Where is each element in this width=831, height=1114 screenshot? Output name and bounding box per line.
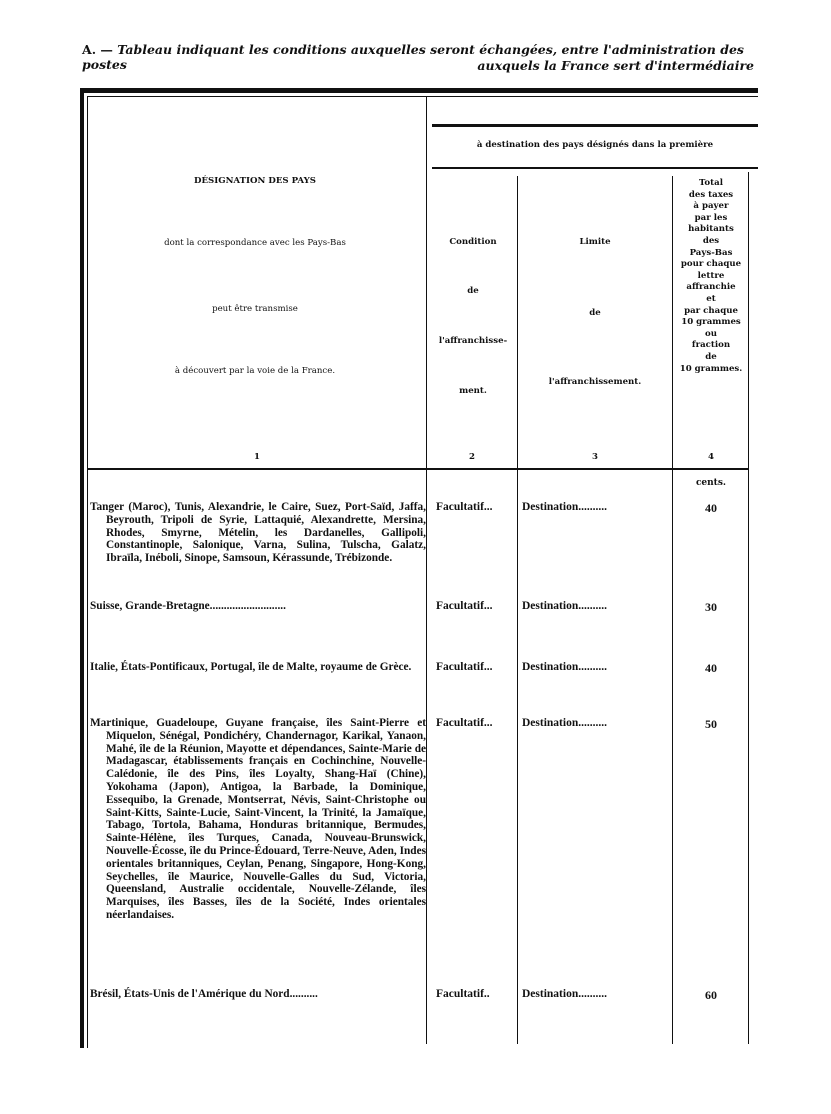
group-header-top-rule [432, 124, 758, 127]
document-title-line-2: auxquels la France sert d'intermédiaire [477, 58, 754, 73]
table-row-condition: Facultatif... [436, 717, 493, 729]
col2-header-line2: de [467, 286, 479, 296]
table-left-thick-rule [80, 88, 84, 1048]
col4-header-line: Total [699, 178, 723, 188]
col-number-4: 4 [708, 452, 714, 462]
table-top-thick-rule [80, 88, 758, 93]
table-row-limit: Destination.......... [522, 501, 607, 513]
col-number-2: 2 [469, 452, 475, 462]
table-row-limit: Destination.......... [522, 661, 607, 673]
table-row-condition: Facultatif... [436, 661, 493, 673]
table-row-limit: Destination.......... [522, 717, 607, 729]
col3-header-line2: de [589, 308, 601, 318]
col-number-1: 1 [254, 452, 260, 462]
col4-header-line: fraction [691, 340, 731, 351]
table-row-total: 40 [705, 501, 717, 515]
col4-header-line: et [706, 293, 716, 304]
col4-header-line: de [705, 351, 717, 362]
col1-header-line4: à découvert par la voie de la France. [174, 366, 336, 376]
table-top-thin-rule [87, 96, 758, 97]
table-row-condition: Facultatif... [436, 501, 493, 513]
col4-header-line: par les [694, 212, 728, 223]
table-row-limit: Destination.......... [522, 600, 607, 612]
table-row-countries: Italie, États-Pontificaux, Portugal, île de Malte, royaume de Grèce. [90, 661, 412, 673]
col4-header-line: habitants [688, 224, 734, 235]
col4-header [673, 178, 749, 375]
table-row-countries: Brésil, États-Unis de l'Amérique du Nord.......... [90, 988, 318, 1000]
table-row-condition: Facultatif... [436, 600, 493, 612]
unit-label: cents. [695, 478, 727, 488]
table-row-total: 50 [705, 717, 717, 731]
table-row-countries: Martinique, Guadeloupe, Guyane française, îles Saint-Pierre et Miquelon, Sénégal, Pondichéry, Chandernagor, Karikal, Yanaon, Mahé, île de la Réunion, Mayotte et dépendances, Sainte-Marie de Madagascar, établissements français en Cochinchine, Nouvelle-Calédonie, île des Pins, îles Loyalty, Shang-Haï (Chine), Yokohama (Japon), Antigoa, la Barbade, la Dominique, Essequibo, la Grenade, Montserrat, Névis, Saint-Christophe ou Saint-Kitts, Sainte-Lucie, Saint-Vincent, la Trinité, la Jamaïque, Tabago, Tortola, Bahama, Honduras britannique, Bermudes, Sainte-Hélène, îles Turques, Canada, Nouveau-Brunswick, Nouvelle-Écosse, île du Prince-Édouard, Terre-Neuve, Aden, Indes orientales britanniques, Ceylan, Penang, Singapore, Hong-Kong, Seychelles, île Maurice, Nouvelle-Galles du Sud, Victoria, Queensland, Australie occidentale, Nouvelle-Zélande, îles Marquises, îles Basses, îles de la Société, Indes orientales néerlandaises. [90, 717, 426, 921]
col4-header-line: affranchie [686, 282, 736, 293]
col4-header-line: 10 grammes. [679, 363, 743, 374]
title-text: Tableau indiquant les conditions auxquelles seront échangées, entre l'administration des postes [82, 42, 744, 72]
col1-divider [426, 96, 427, 1044]
table-row-total: 40 [705, 661, 717, 675]
table-row-countries: Suisse, Grande-Bretagne........................... [90, 600, 286, 612]
table-row-total: 60 [705, 988, 717, 1002]
col2-header-line1: Condition [449, 237, 497, 247]
col-number-3: 3 [592, 452, 598, 462]
table-row-condition: Facultatif.. [436, 988, 490, 1000]
col2-divider [517, 176, 518, 1044]
col4-header-line: ou [705, 328, 717, 339]
col4-header-line: des taxes [688, 189, 734, 200]
section-label: A. — [82, 42, 113, 57]
col1-header-line3: peut être transmise [212, 304, 298, 314]
col4-header-line: des [702, 235, 720, 246]
col2-header-line4: ment. [459, 386, 487, 396]
col1-header-line2: dont la correspondance avec les Pays-Bas [164, 238, 346, 248]
col4-header-line: pour chaque [680, 259, 742, 270]
table-row-limit: Destination.......... [522, 988, 607, 1000]
col2-header-line3: l'affranchisse- [438, 336, 508, 346]
col4-header-line: 10 grammes [681, 317, 741, 328]
table-row-total: 30 [705, 600, 717, 614]
header-bottom-rule [87, 468, 748, 470]
col4-header-line: à payer [693, 201, 729, 212]
col4-header-line: lettre [697, 270, 725, 281]
table-row-countries: Tanger (Maroc), Tunis, Alexandrie, le Caire, Suez, Port-Saïd, Jaffa, Beyrouth, Tripoli de Syrie, Lattaquié, Alexandrette, Mersina, Rhodes, Smyrne, Mételin, les Dardanelles, Gallipoli, Constantinople, Salonique, Varna, Sulina, Tulscha, Galatz, Ibraïla, Inéboli, Sinope, Samsoun, Kérassunde, Trébizonde. [90, 501, 426, 565]
col3-header-line1: Limite [579, 237, 611, 247]
col1-header-line1: DÉSIGNATION DES PAYS [194, 176, 316, 186]
group-header-bottom-rule [432, 167, 758, 169]
col4-header-line: Pays-Bas [689, 247, 733, 258]
col4-header-line: par chaque [684, 305, 738, 316]
group-header: à destination des pays désignés dans la première [476, 140, 714, 150]
col3-header-line3: l'affranchissement. [548, 377, 642, 387]
